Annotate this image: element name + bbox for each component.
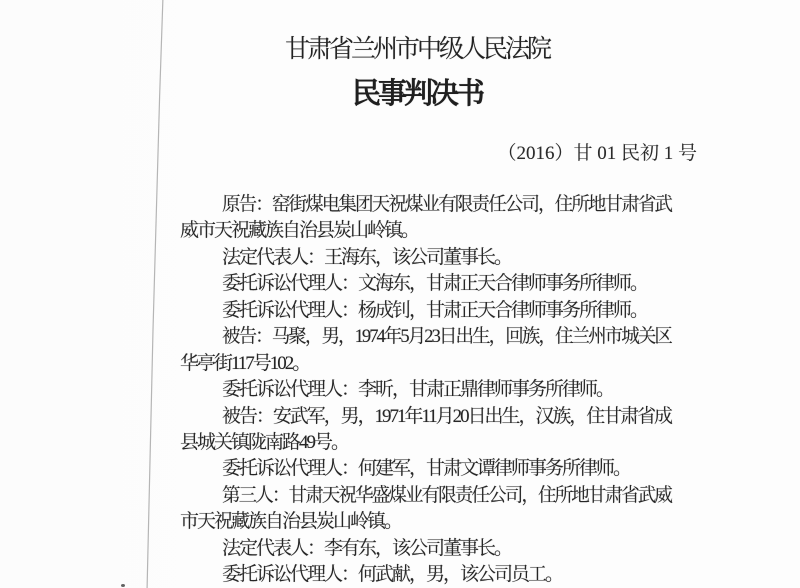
text-line-content: 被告：安武军，男，1971年11月20日出生，汉族，住甘肃省成 xyxy=(222,405,671,427)
text-line-content: 法定代表人：李有东，该公司董事长。 xyxy=(222,537,512,559)
text-line-content: 华亭街117号102。 xyxy=(180,352,310,374)
text-line-content: 法定代表人：王海东，该公司董事长。 xyxy=(222,246,512,268)
text-line xyxy=(180,562,671,588)
text-line xyxy=(180,218,671,244)
text-line-content: 县城关镇陇南路49号。 xyxy=(180,431,349,453)
text-line-content: 被告：马聚，男，1974年5月23日出生，回族，住兰州市城关区 xyxy=(222,326,671,348)
text-line-content: 市天祝藏族自治县炭山岭镇。 xyxy=(180,511,402,533)
text-line-content: 第三人：甘肃天祝华盛煤业有限责任公司，住所地甘肃省武威 xyxy=(222,484,671,506)
text-line xyxy=(180,245,671,271)
case-number: （2016）甘 01 民初 1 号 xyxy=(497,143,697,164)
text-line xyxy=(180,351,671,377)
text-line-content: 委托诉讼代理人：文海东，甘肃正天合律师事务所律师。 xyxy=(222,273,648,295)
text-line-content: 威市天祝藏族自治县炭山岭镇。 xyxy=(180,220,419,242)
text-line xyxy=(180,404,671,430)
text-line-content: 委托诉讼代理人：何建军，甘肃文谭律师事务所律师。 xyxy=(222,458,631,480)
text-line-content: 委托诉讼代理人：杨成钊，甘肃正天合律师事务所律师。 xyxy=(222,299,648,321)
text-line-content: 原告：窑街煤电集团天祝煤业有限责任公司，住所地甘肃省武 xyxy=(222,194,671,215)
scan-speck xyxy=(121,584,125,587)
text-line xyxy=(180,509,671,535)
text-line xyxy=(180,483,671,509)
text-line xyxy=(180,298,671,324)
document-type-title: 民事判决书 xyxy=(351,78,483,110)
text-line xyxy=(180,536,671,562)
text-line xyxy=(180,324,671,350)
text-line xyxy=(180,271,671,297)
text-line-content: 委托诉讼代理人：李昕，甘肃正鼎律师事务所律师。 xyxy=(222,379,614,401)
text-line xyxy=(180,192,671,218)
text-line xyxy=(180,377,671,403)
document-body xyxy=(180,192,671,588)
court-name: 甘肃省兰州市中级人民法院 xyxy=(284,36,550,63)
text-line xyxy=(180,430,671,456)
text-line xyxy=(180,456,671,482)
text-line-content: 委托诉讼代理人：何武献，男，该公司员工。 xyxy=(222,564,563,586)
